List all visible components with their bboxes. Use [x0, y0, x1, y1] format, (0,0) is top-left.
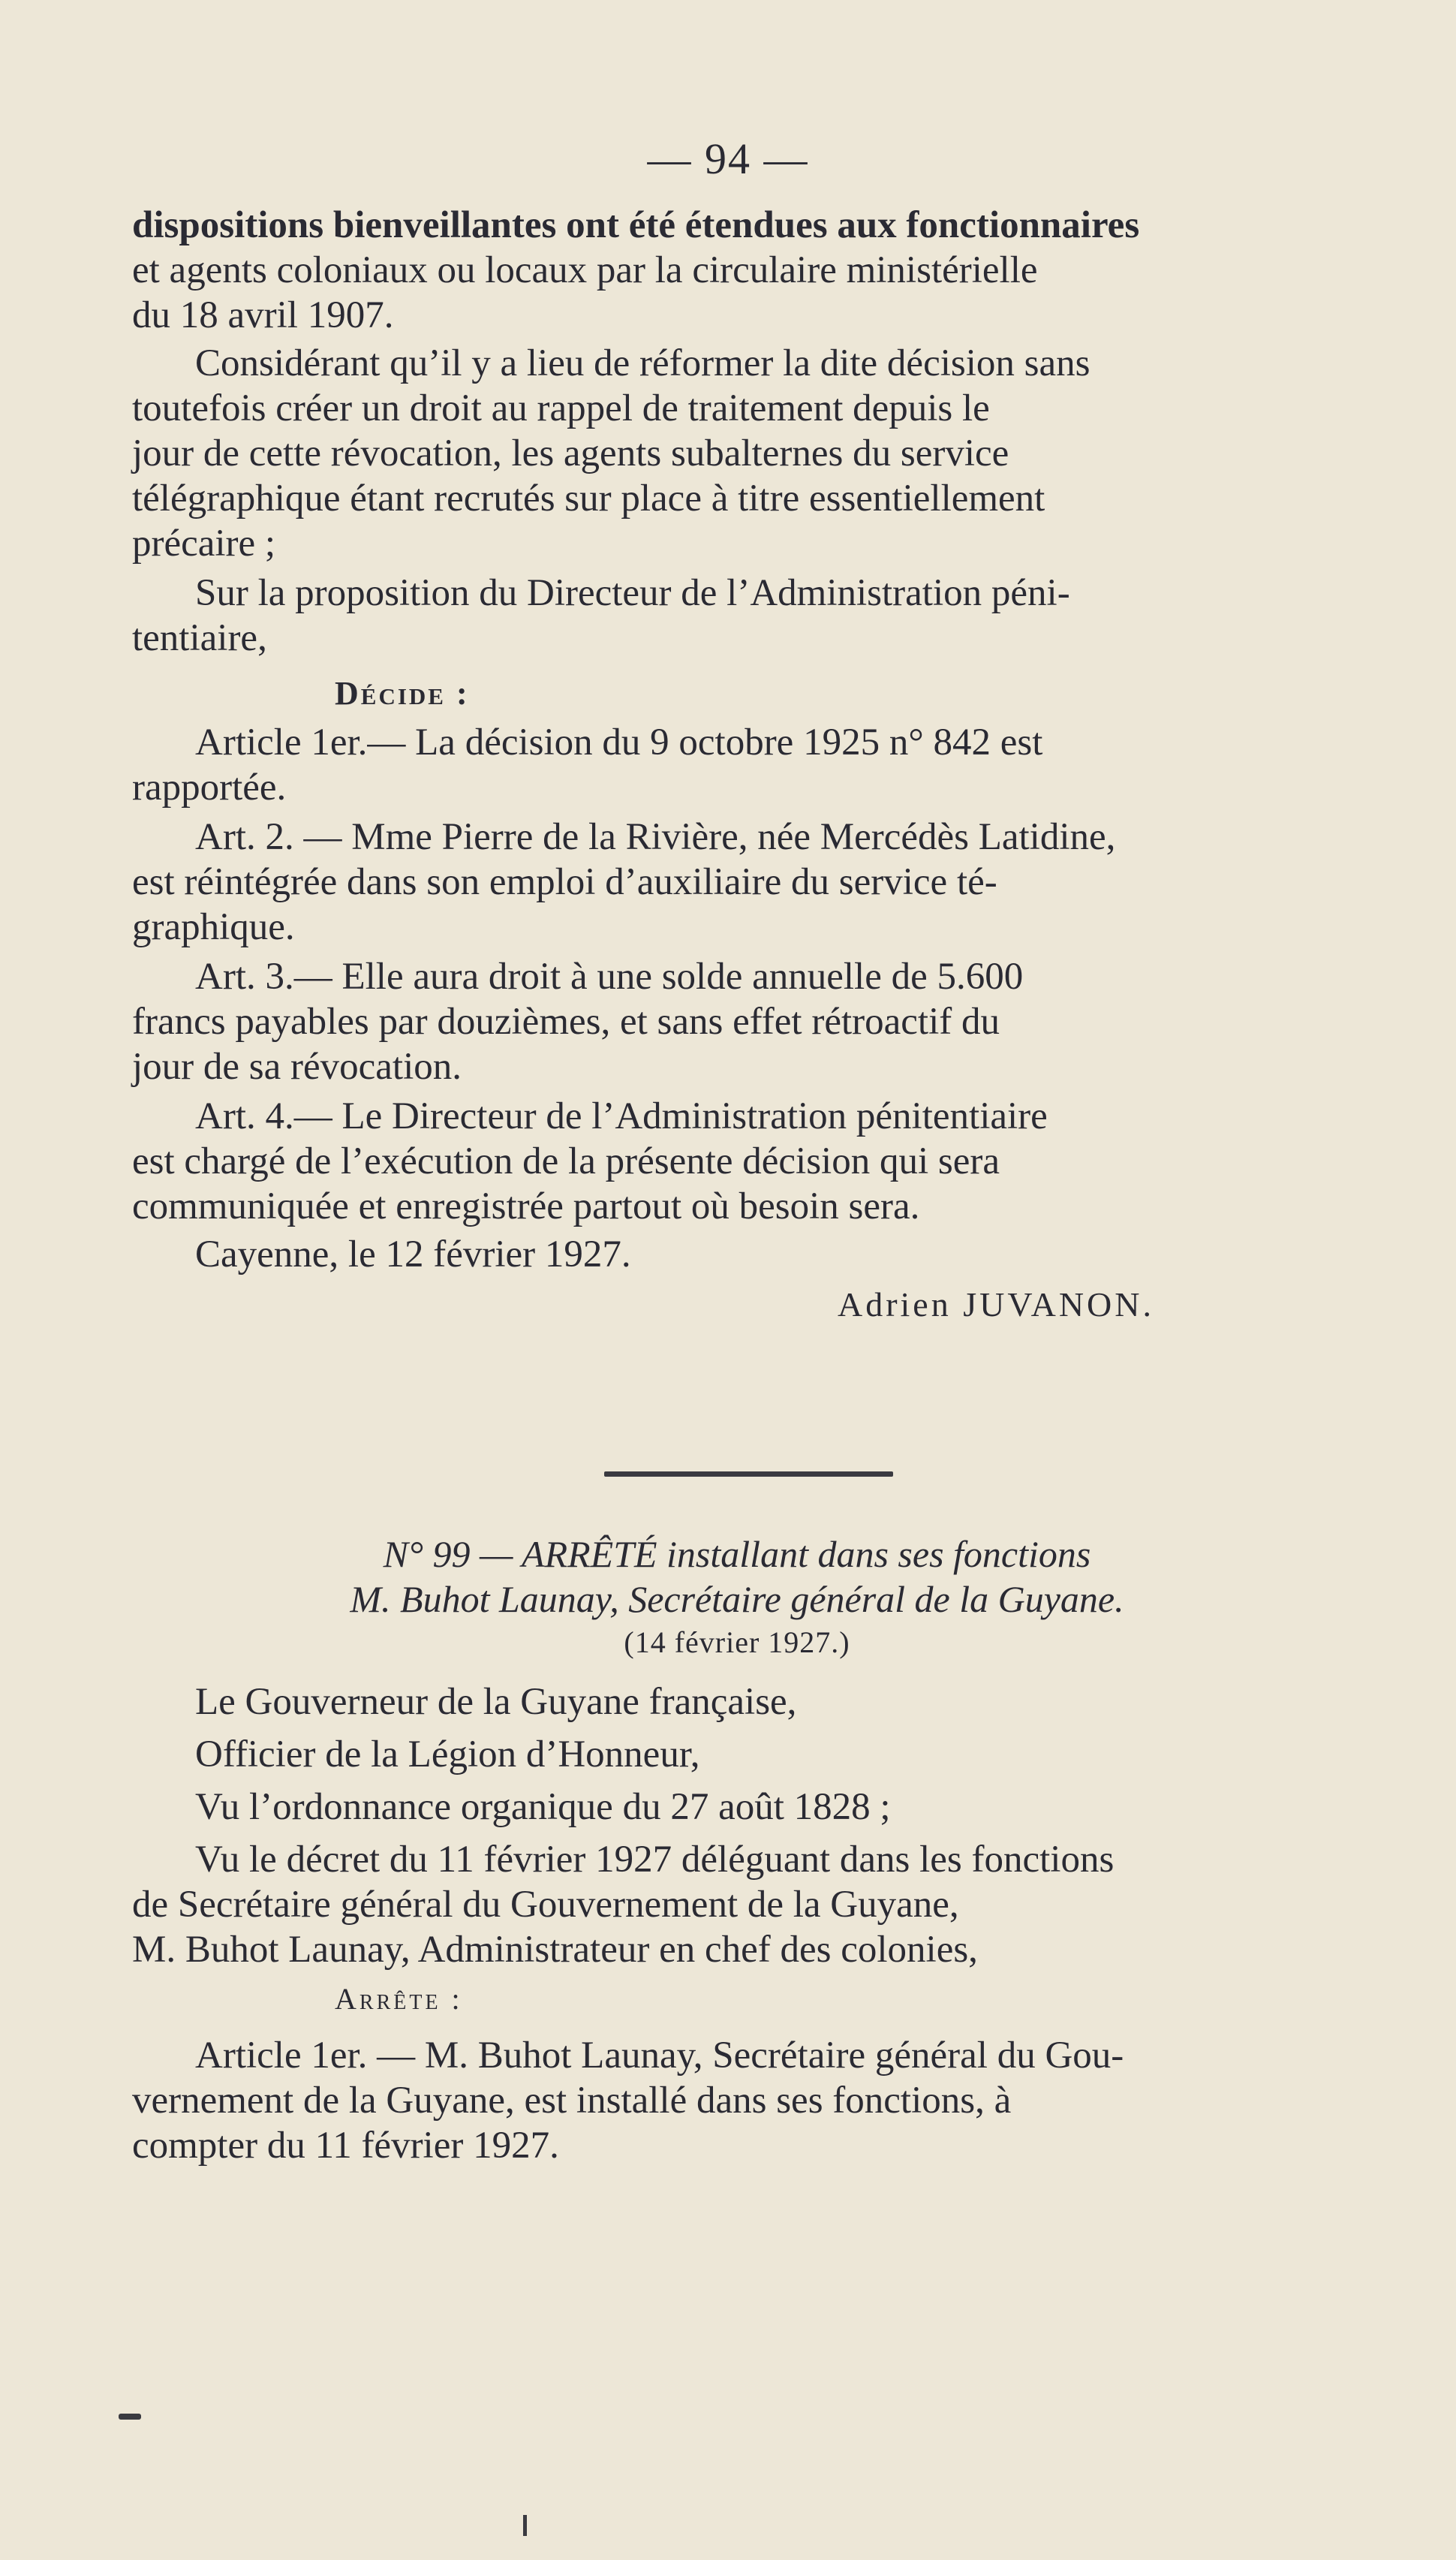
decide-heading: Décide :: [335, 675, 470, 712]
arrete-date: (14 février 1927.): [624, 1625, 850, 1659]
text-line: de Secrétaire général du Gouvernement de la Guyane,: [132, 1884, 959, 1926]
text-line: M. Buhot Launay, Administrateur en chef des colonies,: [132, 1929, 978, 1971]
text-line: précaire ;: [132, 523, 276, 565]
text-line: graphique.: [132, 906, 295, 948]
text-line: et agents coloniaux ou locaux par la circulaire ministérielle: [132, 249, 1038, 291]
signature: Adrien JUVANON.: [837, 1285, 1154, 1324]
arrete-text: [132, 1531, 1342, 2168]
text-line: rapportée.: [132, 766, 287, 809]
arrete-heading: Arrête :: [335, 1982, 463, 2016]
ink-mark: [119, 2414, 141, 2420]
text-line: du 18 avril 1907.: [132, 294, 394, 336]
text-line: Article 1er. — M. Buhot Launay, Secrétaire général du Gou-: [195, 2034, 1124, 2077]
place-date: Cayenne, le 12 février 1927.: [195, 1233, 631, 1275]
text-line: vernement de la Guyane, est installé dans ses fonctions, à: [132, 2080, 1012, 2122]
text-line: tentiaire,: [132, 617, 267, 659]
text-line: Vu le décret du 11 février 1927 déléguant dans les fonctions: [195, 1839, 1115, 1881]
text-line: télégraphique étant recrutés sur place à titre essentiellement: [132, 477, 1045, 520]
text-line: Art. 3.— Elle aura droit à une solde annuelle de 5.600: [195, 956, 1024, 998]
text-line: jour de cette révocation, les agents subalternes du service: [132, 432, 1009, 474]
text-line: Art. 2. — Mme Pierre de la Rivière, née Mercédès Latidine,: [195, 816, 1116, 858]
decision-text: [132, 203, 1342, 1324]
text-line: Le Gouverneur de la Guyane française,: [195, 1681, 797, 1723]
text-line: Vu l’ordonnance organique du 27 août 1828 ;: [195, 1786, 891, 1828]
ink-mark: [523, 2515, 527, 2536]
text-line: dispositions bienveillantes ont été étendues aux fonctionnaires: [132, 204, 1140, 246]
text-line: Art. 4.— Le Directeur de l’Administration pénitentiaire: [195, 1095, 1048, 1137]
text-line: est chargé de l’exécution de la présente décision qui sera: [132, 1140, 1000, 1182]
text-line: Sur la proposition du Directeur de l’Administration péni-: [195, 572, 1070, 614]
text-line: communiquée et enregistrée partout où besoin sera.: [132, 1185, 920, 1227]
text-line: Considérant qu’il y a lieu de réformer la dite décision sans: [195, 342, 1090, 384]
text-line: compter du 11 février 1927.: [132, 2125, 559, 2167]
page-number: — 94 —: [647, 134, 809, 183]
text-line: jour de sa révocation.: [132, 1046, 462, 1088]
text-line: toutefois créer un droit au rappel de traitement depuis le: [132, 387, 990, 429]
text-line: est réintégrée dans son emploi d’auxiliaire du service té-: [132, 861, 997, 903]
arrete-title: N° 99 — ARRÊTÉ installant dans ses fonctions: [383, 1533, 1091, 1575]
text-line: Officier de la Légion d’Honneur,: [195, 1733, 700, 1775]
arrete-title: M. Buhot Launay, Secrétaire général de la Guyane.: [350, 1578, 1124, 1620]
separator-rule: [604, 1471, 893, 1477]
text-line: francs payables par douzièmes, et sans effet rétroactif du: [132, 1001, 1000, 1043]
text-line: Article 1er.— La décision du 9 octobre 1925 n° 842 est: [195, 721, 1043, 763]
